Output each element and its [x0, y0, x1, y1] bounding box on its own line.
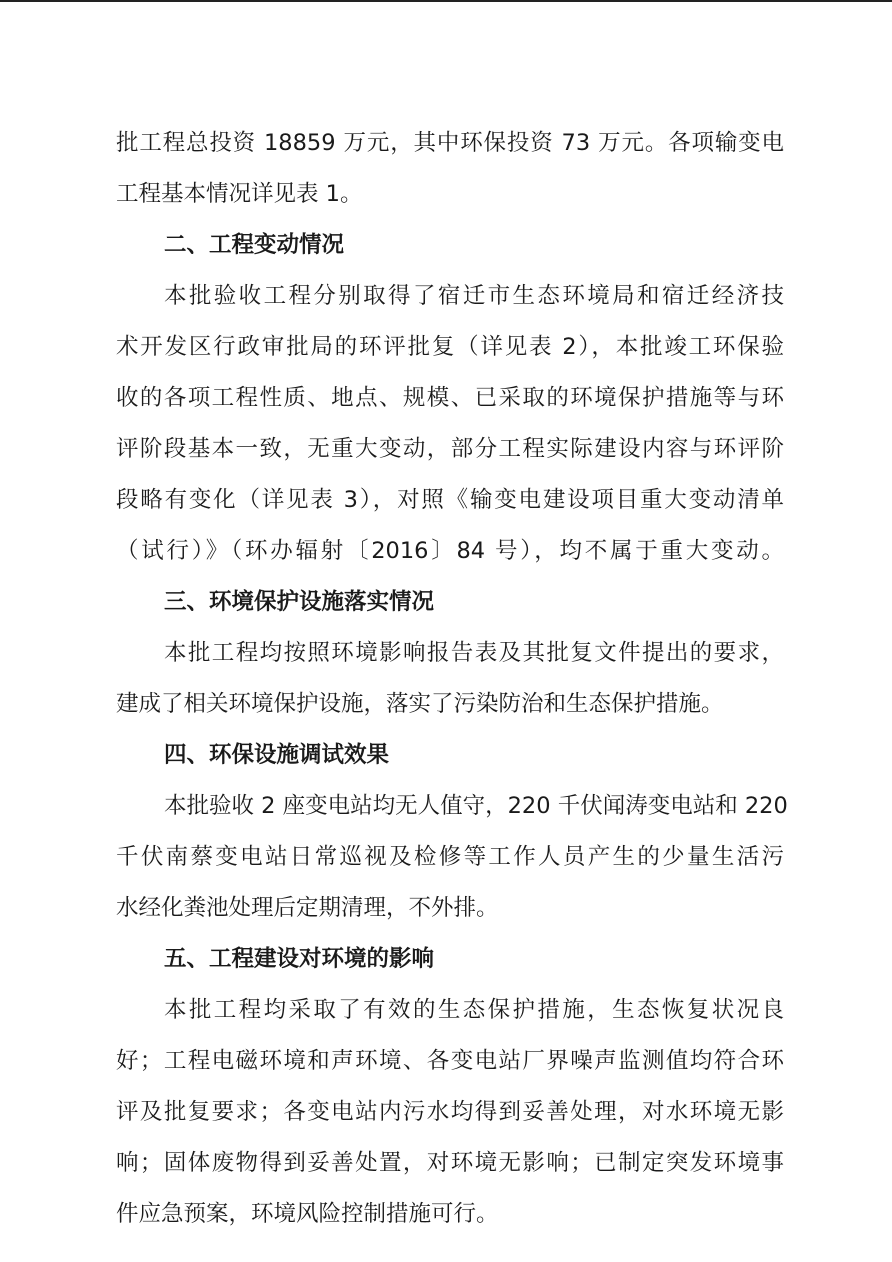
paragraph-line: 术开发区行政审批局的环评批复（详见表 2），本批竣工环保验	[116, 334, 784, 360]
paragraph-line: 好；工程电磁环境和声环境、各变电站厂界噪声监测值均符合环	[116, 1048, 784, 1074]
paragraph-line: 评及批复要求；各变电站内污水均得到妥善处理，对水环境无影	[116, 1099, 784, 1125]
section-impact-paragraph	[116, 985, 784, 1240]
paragraph-line: 本批工程均按照环境影响报告表及其批复文件提出的要求，	[164, 640, 784, 666]
paragraph-line: 段略有变化（详见表 3），对照《输变电建设项目重大变动清单	[116, 487, 784, 513]
section-heading-changes: 二、工程变动情况	[164, 232, 345, 258]
paragraph-line: （试行）》（环办辐射〔2016〕84 号），均不属于重大变动。	[116, 538, 784, 564]
paragraph-line: 批工程总投资 18859 万元，其中环保投资 73 万元。各项输变电	[116, 130, 784, 156]
paragraph-line: 千伏南蔡变电站日常巡视及检修等工作人员产生的少量生活污	[116, 844, 784, 870]
section-heading-facilities: 三、环境保护设施落实情况	[164, 589, 435, 615]
paragraph-line: 工程基本情况详见表 1。	[116, 181, 363, 207]
document-page	[116, 118, 788, 1240]
paragraph-line: 收的各项工程性质、地点、规模、已采取的环境保护措施等与环	[116, 385, 784, 411]
section-heading-impact: 五、工程建设对环境的影响	[164, 946, 435, 972]
paragraph-line: 本批工程均采取了有效的生态保护措施，生态恢复状况良	[164, 997, 784, 1023]
paragraph-line: 水经化粪池处理后定期清理，不外排。	[116, 895, 499, 921]
section-effects-paragraph	[116, 781, 788, 934]
paragraph-line: 响；固体废物得到妥善处置，对环境无影响；已制定突发环境事	[116, 1150, 784, 1176]
section-changes-paragraph	[116, 271, 784, 577]
paragraph-line: 本批验收 2 座变电站均无人值守，220 千伏闻涛变电站和 220	[164, 793, 788, 819]
paragraph-line: 本批验收工程分别取得了宿迁市生态环境局和宿迁经济技	[164, 283, 784, 309]
paragraph-line: 评阶段基本一致，无重大变动，部分工程实际建设内容与环评阶	[116, 436, 784, 462]
page-top-border	[0, 0, 892, 2]
section-heading-effects: 四、环保设施调试效果	[164, 742, 390, 768]
intro-paragraph	[116, 118, 784, 220]
paragraph-line: 件应急预案，环境风险控制措施可行。	[116, 1201, 499, 1227]
section-facilities-paragraph	[116, 628, 784, 730]
paragraph-line: 建成了相关环境保护设施，落实了污染防治和生态保护措施。	[116, 691, 724, 717]
